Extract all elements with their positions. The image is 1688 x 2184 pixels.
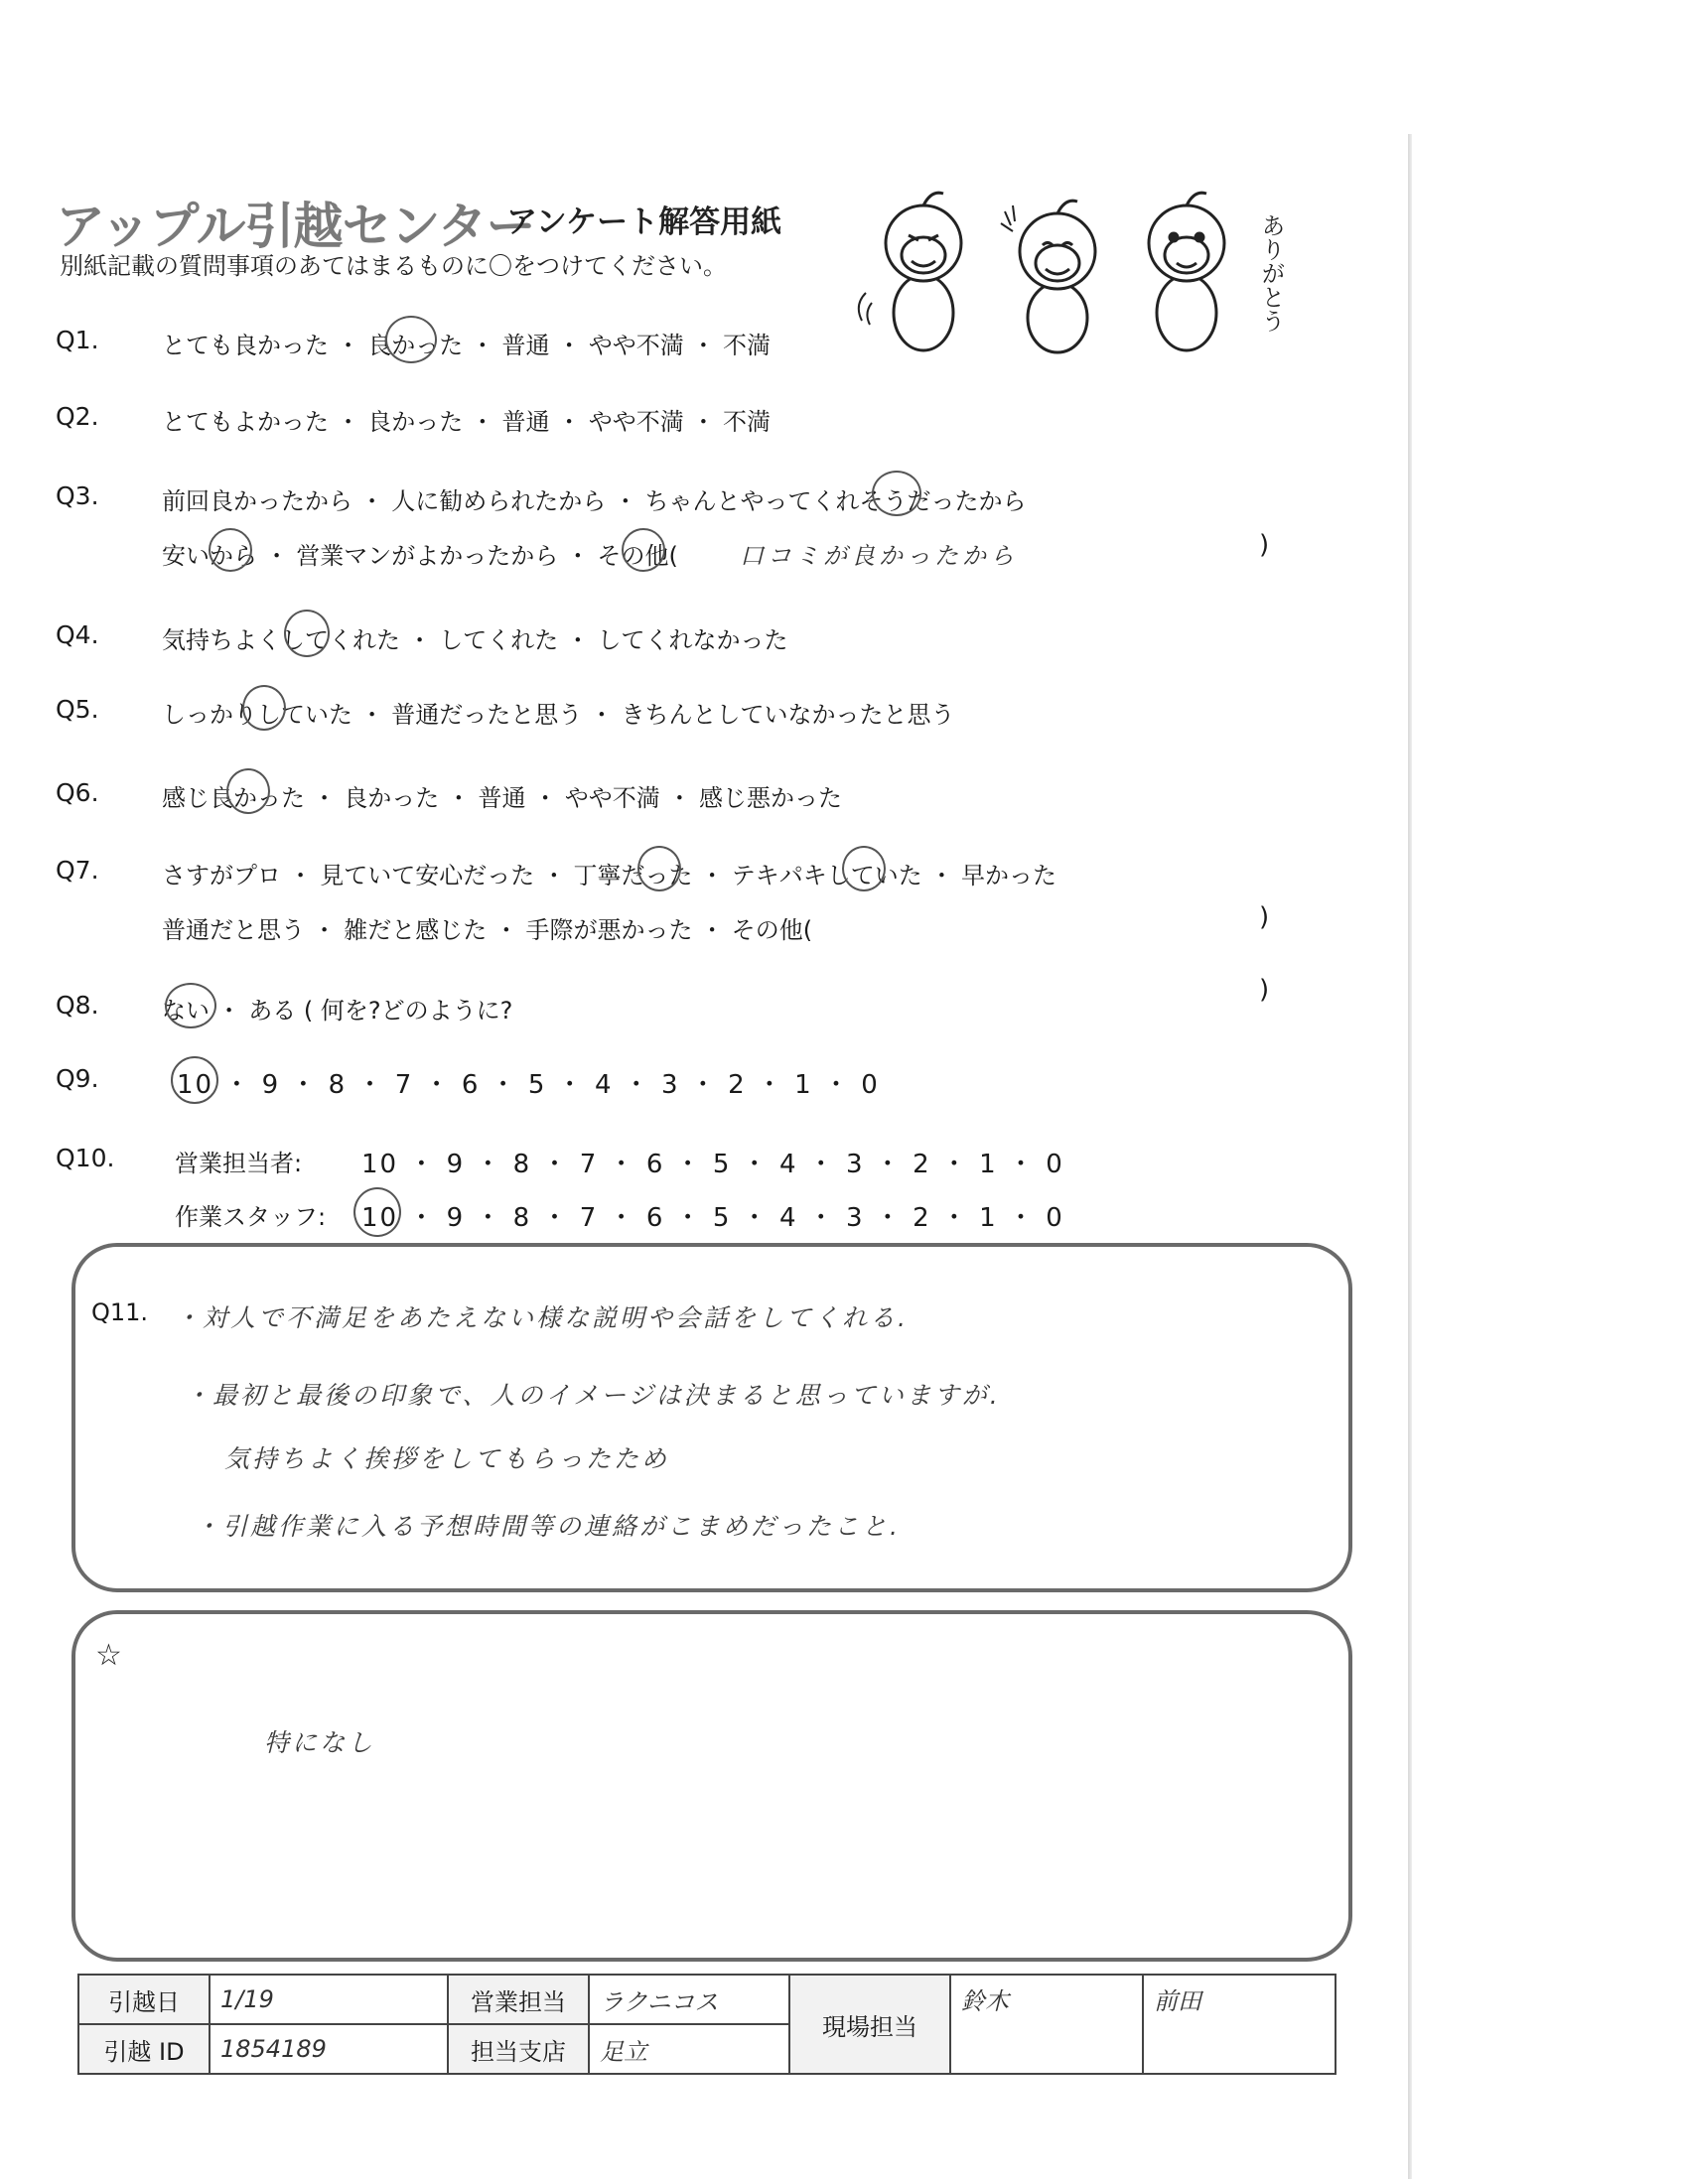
answer-circle-mark <box>226 768 270 814</box>
sales-label: 営業担当 <box>448 1975 589 2024</box>
answer-circle-mark <box>385 316 437 363</box>
question-number: Q5. <box>56 695 99 724</box>
site-staff-label: 現場担当 <box>789 1975 950 2074</box>
paren-close: ) <box>1259 530 1270 560</box>
site-staff-2[interactable]: 前田 <box>1143 1975 1336 2074</box>
mascot-caption: ありがとう <box>1257 213 1285 333</box>
answer-circle-mark <box>637 846 681 891</box>
paren-close: ) <box>1259 902 1270 932</box>
move-id-value[interactable]: 1854189 <box>210 2024 448 2074</box>
paren-close: ) <box>1259 975 1270 1005</box>
staff-rating-label: 作業スタッフ: <box>175 1203 327 1231</box>
question-number: Q4. <box>56 620 99 649</box>
branch-label: 担当支店 <box>448 2024 589 2074</box>
free-comment-box[interactable] <box>71 1610 1352 1962</box>
move-id-label: 引越 ID <box>78 2024 210 2074</box>
question-number: Q8. <box>56 991 99 1020</box>
monkey-icon <box>1001 201 1095 352</box>
question-options-line1[interactable]: 前回良かったから ・ 人に勧められたから ・ ちゃんとやってくれそうだったから <box>162 487 1027 515</box>
question-number: Q10. <box>56 1144 115 1172</box>
monkey-icon <box>1149 193 1224 350</box>
comment-line: 気持ちよく挨拶をしてもらったため <box>224 1444 670 1473</box>
comment-line: ・引越作業に入る予想時間等の連絡がこまめだったこと. <box>195 1512 901 1541</box>
comment-line: ・最初と最後の印象で、人のイメージは決まると思っていますが. <box>185 1381 1001 1410</box>
question-options[interactable]: しっかりしていた ・ 普通だったと思う ・ きちんとしていなかったと思う <box>162 701 955 729</box>
company-title: アップル引越センター <box>56 198 535 255</box>
sales-rating-scale[interactable]: 10 ・ 9 ・ 8 ・ 7 ・ 6 ・ 5 ・ 4 ・ 3 ・ 2 ・ 1 ・ 0 <box>361 1150 1064 1179</box>
question-options[interactable]: とてもよかった ・ 良かった ・ 普通 ・ やや不満 ・ 不満 <box>162 408 772 436</box>
staff-rating-scale[interactable]: 10 ・ 9 ・ 8 ・ 7 ・ 6 ・ 5 ・ 4 ・ 3 ・ 2 ・ 1 ・ 0 <box>361 1203 1064 1233</box>
answer-circle-mark <box>842 846 886 891</box>
answer-circle-mark <box>872 471 921 516</box>
move-date-label: 引越日 <box>78 1975 210 2024</box>
answer-circle-mark <box>209 528 252 572</box>
answer-circle-mark <box>622 528 665 572</box>
question-options[interactable]: 感じ良かった ・ 良かった ・ 普通 ・ やや不満 ・ 感じ悪かった <box>162 784 843 812</box>
q11-label: Q11. <box>91 1298 149 1326</box>
answer-circle-mark <box>165 983 216 1028</box>
branch-value[interactable]: 足立 <box>589 2024 789 2074</box>
comment-line: 特になし <box>264 1728 376 1757</box>
question-options[interactable]: ない ・ ある ( 何を?どのように? <box>162 997 513 1024</box>
page-edge <box>1408 134 1412 2179</box>
site-staff-1[interactable]: 鈴木 <box>950 1975 1143 2074</box>
move-date-value[interactable]: 1/19 <box>210 1975 448 2024</box>
question-options[interactable]: 気持ちよくしてくれた ・ してくれた ・ してくれなかった <box>162 626 788 654</box>
monkey-icon <box>859 193 961 350</box>
instruction-text: 別紙記載の質問事項のあてはまるものに〇をつけてください。 <box>60 252 727 280</box>
other-answer-handwritten: 口コミが良かったから <box>740 542 1018 570</box>
question-number: Q7. <box>56 856 99 885</box>
question-number: Q3. <box>56 481 99 510</box>
star-icon: ☆ <box>95 1638 122 1673</box>
rating-scale[interactable]: 10 ・ 9 ・ 8 ・ 7 ・ 6 ・ 5 ・ 4 ・ 3 ・ 2 ・ 1 ・ 0 <box>177 1070 880 1100</box>
question-options[interactable]: とても良かった ・ 良かった ・ 普通 ・ やや不満 ・ 不満 <box>162 332 772 359</box>
q11-comment-box[interactable] <box>71 1243 1352 1592</box>
sales-rating-label: 営業担当者: <box>175 1150 303 1177</box>
question-number: Q1. <box>56 326 99 354</box>
question-number: Q6. <box>56 778 99 807</box>
question-options-line1[interactable]: さすがプロ ・ 見ていて安心だった ・ 丁寧だった ・ テキパキしていた ・ 早かった <box>162 862 1057 889</box>
answer-circle-mark <box>284 610 330 657</box>
footer-info-table <box>77 1974 1336 2075</box>
form-subtitle: アンケート解答用紙 <box>506 205 782 240</box>
question-options-line2[interactable]: 普通だと思う ・ 雑だと感じた ・ 手際が悪かった ・ その他( <box>162 916 813 944</box>
question-number: Q9. <box>56 1064 99 1093</box>
monkey-mascots-illustration <box>854 184 1321 357</box>
answer-circle-mark <box>171 1056 218 1104</box>
question-options-line2[interactable]: 安いから ・ 営業マンがよかったから ・ その他( <box>162 542 678 570</box>
sales-value[interactable]: ラクニコス <box>589 1975 789 2024</box>
question-number: Q2. <box>56 402 99 431</box>
answer-circle-mark <box>242 685 286 731</box>
answer-circle-mark <box>353 1187 401 1237</box>
comment-line: ・対人で不満足をあたえない様な説明や会話をしてくれる. <box>175 1303 909 1332</box>
